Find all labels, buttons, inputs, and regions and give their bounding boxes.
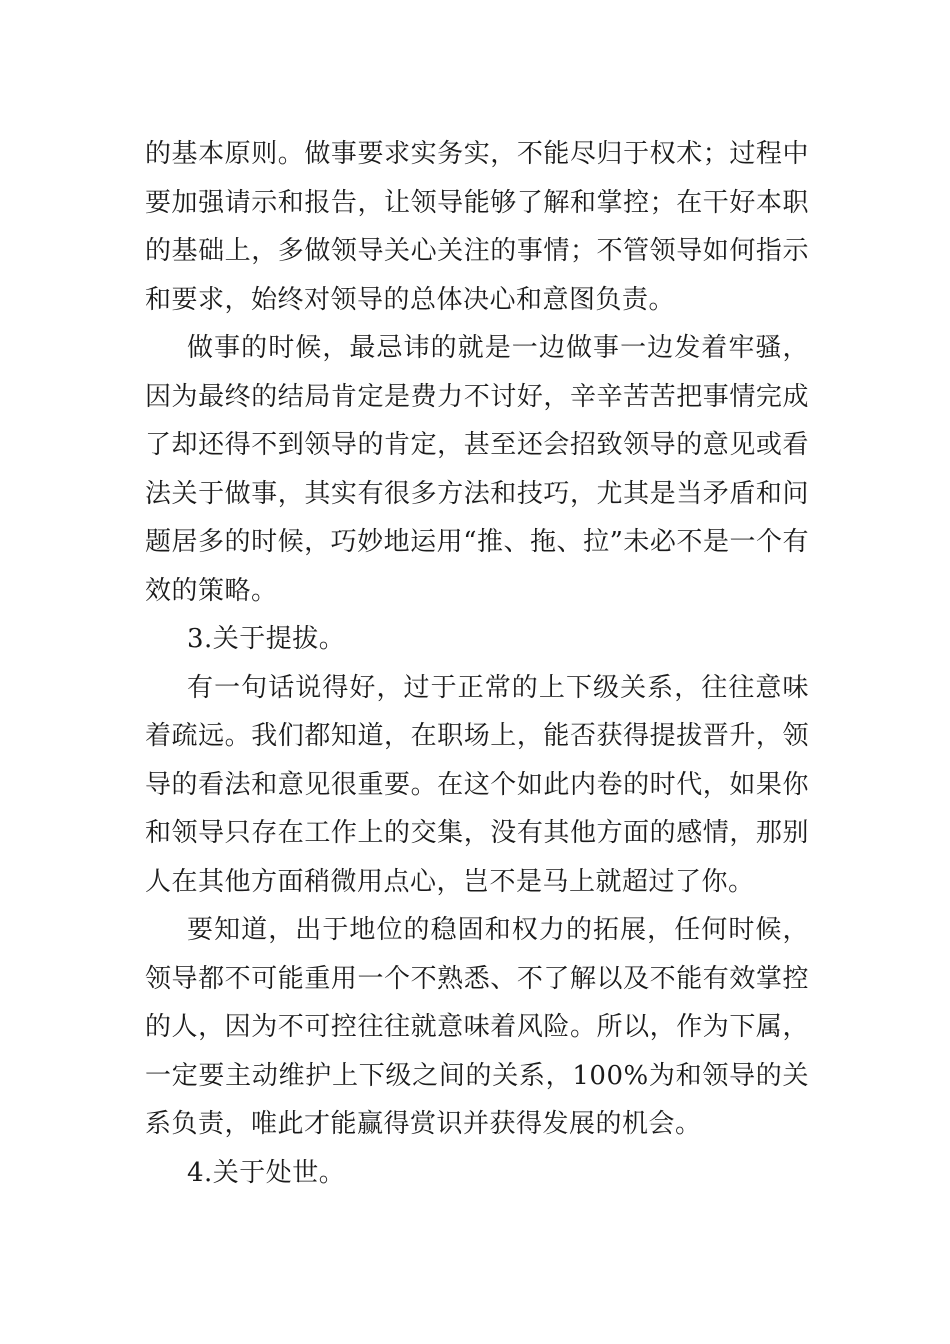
document-body (145, 130, 809, 1197)
paragraph-continued-principles: 的基本原则。做事要求实务实，不能尽归于权术；过程中要加强请示和报告，让领导能够了解和掌控；在干好本职的基础上，多做领导关心关注的事情；不管领导如何指示和要求，始终对领导的总体决心和意图负责。 (145, 139, 809, 315)
paragraph-doing-things: 做事的时候，最忌讳的就是一边做事一边发着牢骚，因为最终的结局肯定是费力不讨好，辛辛苦苦把事情完成了却还得不到领导的肯定，甚至还会招致领导的意见或看法关于做事，其实有很多方法和技巧，尤其是当矛盾和问题居多的时候，巧妙地运用“推、拖、拉”未必不是一个有效的策略。 (145, 333, 809, 606)
paragraph-promotion-2: 要知道，出于地位的稳固和权力的拓展，任何时候，领导都不可能重用一个不熟悉、不了解以及不能有效掌控的人，因为不可控往往就意味着风险。所以，作为下属，一定要主动维护上下级之间的关系，100%为和领导的关系负责，唯此才能赢得赏识并获得发展的机会。 (145, 915, 809, 1139)
section-heading-promotion: 3.关于提拔。 (187, 624, 346, 654)
paragraph-promotion-1: 有一句话说得好，过于正常的上下级关系，往往意味着疏远。我们都知道，在职场上，能否获得提拔晋升，领导的看法和意见很重要。在这个如此内卷的时代，如果你和领导只存在工作上的交集，没有其他方面的感情，那别人在其他方面稍微用点心，岂不是马上就超过了你。 (145, 672, 809, 897)
section-heading-conduct: 4.关于处世。 (187, 1157, 346, 1188)
